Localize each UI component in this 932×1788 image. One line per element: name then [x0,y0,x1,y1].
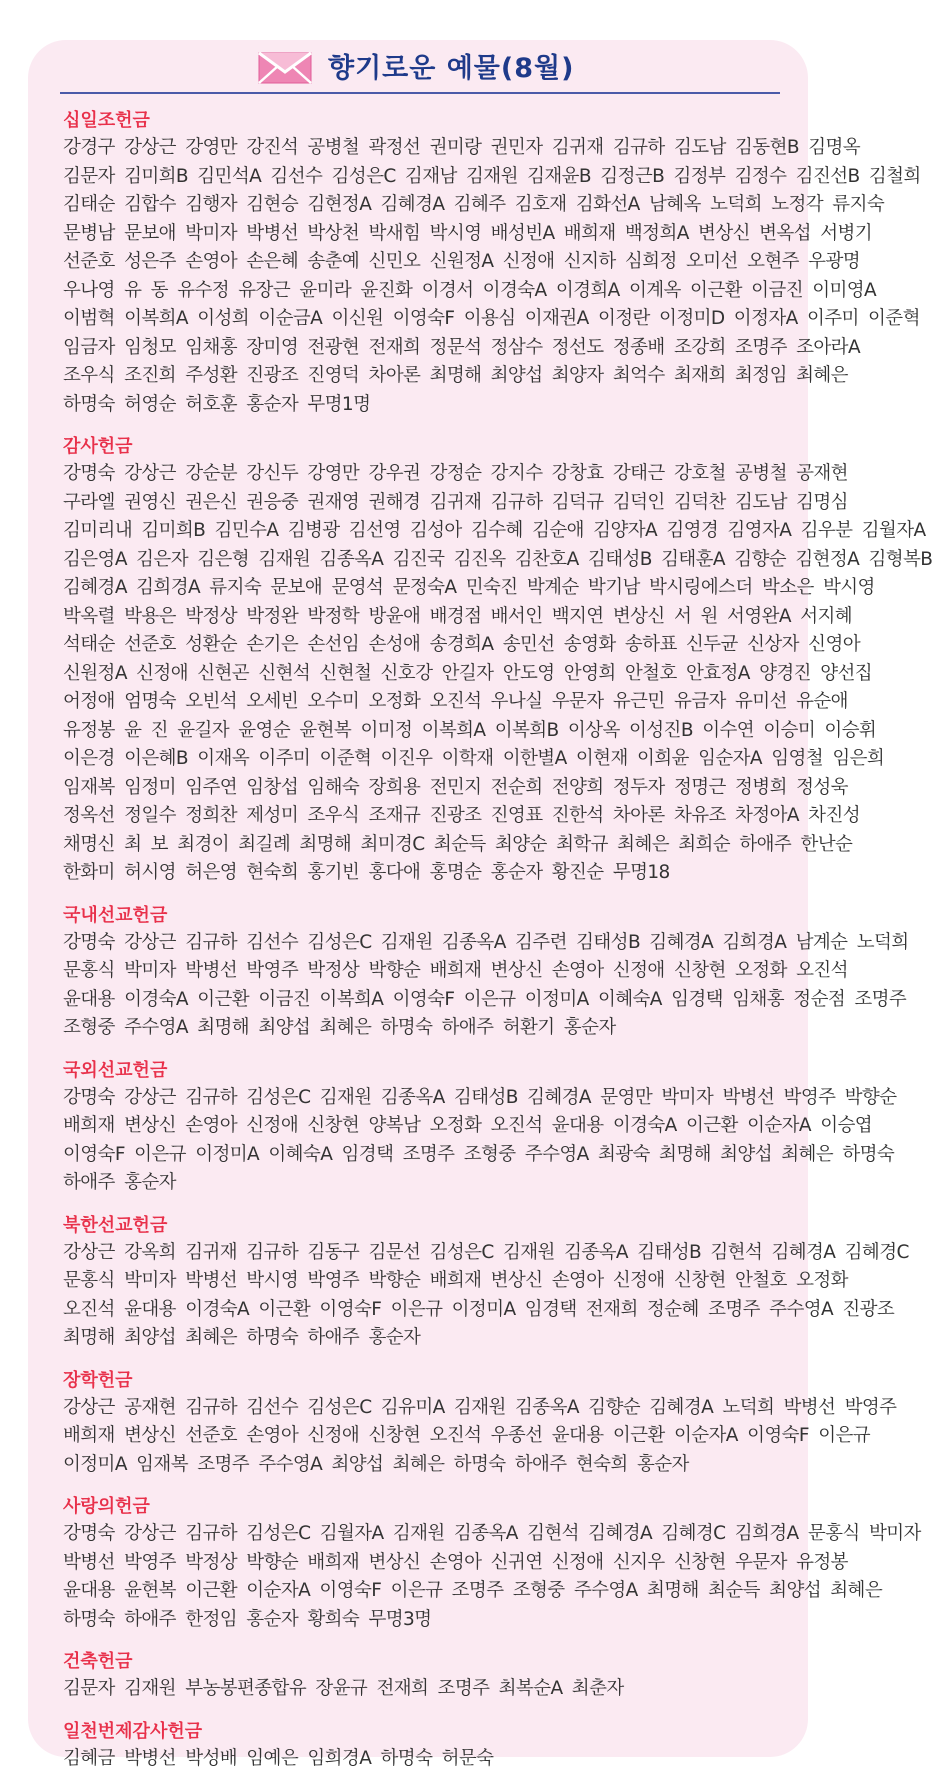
section-title: 북한선교헌금 [63,1214,168,1236]
donor-names [63,134,921,419]
offering-section [63,1368,897,1480]
donor-line: 우나영 유 동 유수정 유장근 윤미라 윤진화 이경서 이경숙A 이경희A 이계옥 이근환 이금진 이미영A [63,279,877,301]
donor-line: 배희재 변상신 손영아 신정애 신창현 양복남 오정화 오진석 윤대용 이경숙A 이근환 이순자A 이승엽 [63,1115,873,1136]
donor-line: 오진석 윤대용 이경숙A 이근환 이영숙F 이은규 이정미A 임경택 전재희 정순혜 조명주 주수영A 진광조 [63,1298,895,1320]
donor-line: 최명해 최양섭 최혜은 하명숙 하애주 홍순자 [63,1327,421,1348]
donor-line: 선준호 성은주 손영아 손은혜 송춘예 신민오 신원정A 신정애 신지하 심희정 오미선 오현주 우광명 [63,251,860,272]
donor-line: 김혜금 박병선 박성배 임예은 임희경A 하명숙 허문숙 [63,1747,494,1769]
donor-line: 신원정A 신정애 신현곤 신현석 신현철 신호강 안길자 안도영 안영희 안철호 안효정A 양경진 양선집 [63,662,873,684]
donor-line: 강경구 강상근 강영만 강진석 공병철 곽정선 권미랑 권민자 김귀재 김규하 김도남 김동현B 김명옥 [63,137,861,158]
donor-line: 강명숙 강상근 김규하 김선수 김성은C 김재원 김종옥A 김주련 김태성B 김혜경A 김희경A 남계순 노덕희 [63,931,909,953]
donor-line: 이정미A 임재복 조명주 주수영A 최양섭 최혜은 하명숙 하애주 현숙희 홍순자 [63,1453,689,1475]
offering-sections [63,108,932,1788]
donor-line: 조형중 주수영A 최명해 최양섭 최혜은 하명숙 하애주 허환기 홍순자 [63,1017,616,1038]
offering-section [63,108,921,419]
donor-line: 윤대용 이경숙A 이근환 이금진 이복희A 이영숙F 이은규 이정미A 이혜숙A 임경택 임채홍 정순점 조명주 [63,988,907,1010]
donor-line: 어정애 엄명숙 오빈석 오세빈 오수미 오정화 오진석 우나실 우문자 유근민 유금자 유미선 유순애 [63,691,848,712]
offering-section [63,1213,909,1353]
section-title: 장학헌금 [63,1369,133,1391]
donor-names [63,1084,897,1198]
donor-line: 이범혁 이복희A 이성희 이순금A 이신원 이영숙F 이용심 이재권A 이정란 이정미D 이정자A 이주미 이준혁 [63,308,920,329]
donor-names [63,1520,921,1634]
offering-section [63,1649,791,1704]
offering-section [63,1719,791,1774]
donor-names [63,1394,897,1480]
section-title: 십일조헌금 [63,110,150,131]
donor-line: 김문자 김재원 부농봉편종합유 장윤규 전재희 조명주 최복순A 최춘자 [63,1678,624,1699]
section-title: 사랑의헌금 [63,1496,150,1517]
offering-section [63,1058,897,1198]
donor-names [63,929,909,1043]
donor-line: 정옥선 정일수 정희찬 제성미 조우식 조재규 진광조 진영표 진한석 차아론 차유조 차정아A 차진성 [63,805,860,826]
section-title: 일천번제감사헌금 [63,1720,203,1742]
donor-line: 문병남 문보애 박미자 박병선 박상천 박새힘 박시영 배성빈A 배희재 백정희A 변상신 변옥섭 서병기 [63,222,873,244]
section-title: 건축헌금 [63,1651,133,1672]
donor-line: 이은경 이은혜B 이재옥 이주미 이준혁 이진우 이학재 이한별A 이현재 이희윤 임순자A 임영철 임은희 [63,748,885,769]
donor-line: 임재복 임정미 임주연 임창섭 임해숙 장희용 전민지 전순희 전양희 정두자 정명근 정병희 정성욱 [63,776,848,798]
donor-line: 강명숙 강상근 김규하 김성은C 김재원 김종옥A 김태성B 김혜경A 문영만 박미자 박병선 박영주 박향순 [63,1086,897,1108]
donor-line: 문홍식 박미자 박병선 박시영 박영주 박향순 배희재 변상신 손영아 신정애 신창현 안철호 오정화 [63,1270,848,1291]
donor-line: 유정봉 윤 진 윤길자 윤영순 윤현복 이미정 이복희A 이복희B 이상옥 이성진B 이수연 이승미 이승휘 [63,719,877,741]
header-divider [60,92,780,94]
donor-line: 문홍식 박미자 박병선 박영주 박정상 박향순 배희재 변상신 손영아 신정애 신창현 오정화 오진석 [63,960,848,981]
donor-line: 강명숙 강상근 강순분 강신두 강영만 강우권 강정순 강지수 강창효 강태근 강호철 공병철 공재현 [63,463,848,484]
donor-line: 구라엘 권영신 권은신 권응중 권재영 권해경 김귀재 김규하 김덕규 김덕인 김덕찬 김도남 김명심 [63,491,848,513]
offering-section [63,903,909,1043]
offering-section [63,434,932,888]
donor-line: 김은영A 김은자 김은형 김재원 김종옥A 김진국 김진옥 김찬호A 김태성B 김태훈A 김향순 김현정A 김형복B [63,548,932,570]
donor-line: 하명숙 허영순 허호훈 홍순자 무명1명 [63,393,371,415]
donor-line: 하명숙 하애주 한정임 홍순자 황희숙 무명3명 [63,1608,432,1630]
section-title: 감사헌금 [63,436,133,457]
donor-names [63,460,932,888]
donor-line: 채명신 최 보 최경이 최길례 최명해 최미경C 최순득 최양순 최학규 최혜은 최희순 하애주 한난순 [63,833,853,855]
section-title: 국외선교헌금 [63,1059,168,1081]
donor-line: 한화미 허시영 허은영 현숙희 홍기빈 홍다애 홍명순 홍순자 황진순 무명18 [63,862,670,883]
donor-line: 박옥렬 박용은 박정상 박정완 박정학 방윤애 배경점 배서인 백지연 변상신 서 원 서영완A 서지혜 [63,605,853,627]
donor-line: 김미리내 김미희B 김민수A 김병광 김선영 김성아 김수혜 김순애 김양자A 김영경 김영자A 김우분 김월자A [63,520,926,541]
section-title: 국내선교헌금 [63,904,168,926]
donor-line: 임금자 임청모 임채홍 장미영 전광현 전재희 정문석 정삼수 정선도 정종배 조강희 조명주 조아라A [63,336,860,358]
donor-line: 강상근 강옥희 김귀재 김규하 김동구 김문선 김성은C 김재원 김종옥A 김태성B 김현석 김혜경A 김혜경C [63,1241,909,1263]
donor-line: 이영숙F 이은규 이정미A 이혜숙A 임경택 조명주 조형중 주수영A 최광숙 최명해 최양섭 최혜은 하명숙 [63,1143,895,1165]
donor-line: 박병선 박영주 박정상 박향순 배희재 변상신 손영아 신귀연 신정애 신지우 신창현 우문자 유정봉 [63,1551,848,1573]
donor-line: 강명숙 강상근 김규하 김성은C 김월자A 김재원 김종옥A 김현석 김혜경A 김혜경C 김희경A 문홍식 박미자 [63,1523,921,1544]
donor-line: 배희재 변상신 선준호 손영아 신정애 신창현 오진석 우종선 윤대용 이근환 이순자A 이영숙F 이은규 [63,1425,871,1446]
donor-line: 김문자 김미희B 김민석A 김선수 김성은C 김재남 김재원 김재윤B 김정근B 김정부 김정수 김진선B 김철희 [63,165,921,187]
donor-names [63,1239,909,1353]
donor-line: 석태순 선준호 성환순 손기은 손선임 손성애 송경희A 송민선 송영화 송하표 신두균 신상자 신영아 [63,634,860,655]
donor-names [63,1675,791,1704]
donor-line: 하애주 홍순자 [63,1172,176,1193]
envelope-icon [258,52,312,84]
page-header [60,42,780,92]
donor-line: 강상근 공재현 김규하 김선수 김성은C 김유미A 김재원 김종옥A 김향순 김혜경A 노덕희 박병선 박영주 [63,1396,897,1418]
donor-line: 조우식 조진희 주성환 진광조 진영덕 차아론 최명해 최양섭 최양자 최억수 최재희 최정임 최혜은 [63,365,848,386]
donor-line: 윤대용 윤현복 이근환 이순자A 이영숙F 이은규 조명주 조형중 주수영A 최명해 최순득 최양섭 최혜은 [63,1580,883,1601]
donor-line: 김혜경A 김희경A 류지숙 문보애 문영석 문정숙A 민숙진 박계순 박기남 박시링에스더 박소은 박시영 [63,577,875,598]
page-title: 향기로운 예물(8월) [328,53,575,84]
donor-line: 김태순 김합수 김행자 김현승 김현정A 김혜경A 김혜주 김호재 김화선A 남혜옥 노덕희 노정각 류지숙 [63,194,885,215]
donor-names [63,1745,791,1774]
offering-section [63,1494,921,1634]
